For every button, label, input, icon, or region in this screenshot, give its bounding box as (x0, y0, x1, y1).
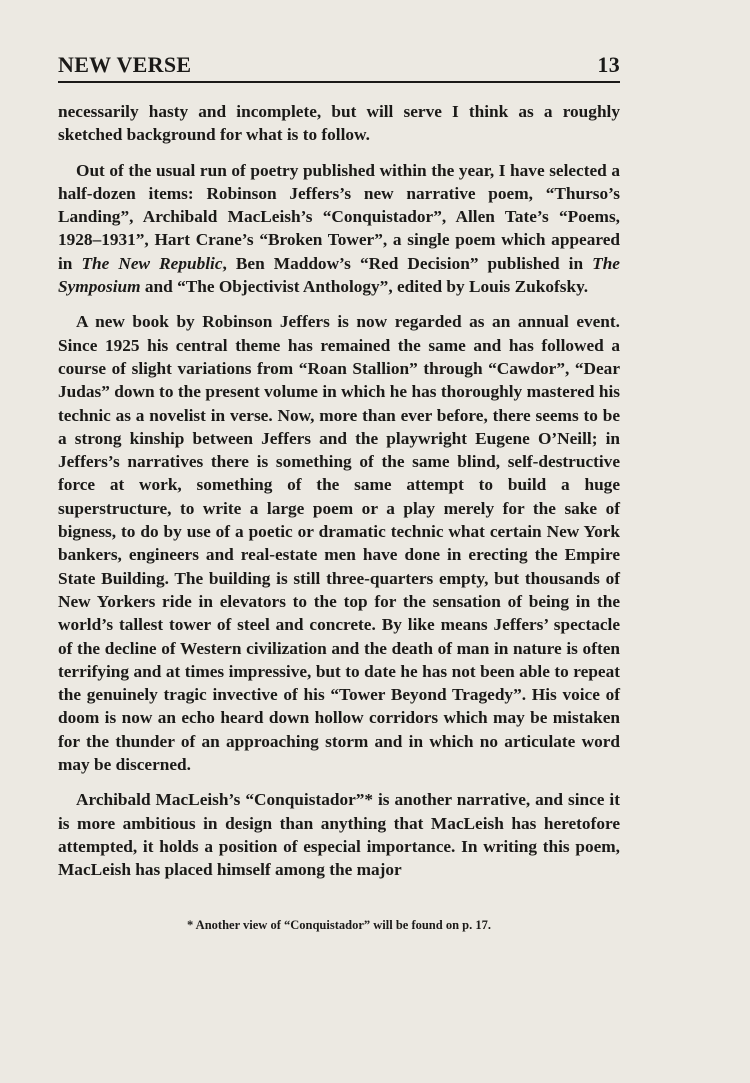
paragraph-1 (58, 100, 620, 147)
italic-title: The Symposium (58, 253, 620, 297)
text-run: and “The Objectivist Anthology”, edited by Louis Zukofsky. (140, 277, 589, 297)
body-text (58, 100, 620, 894)
text-run: A new book by Robinson Jeffers is now regarded as an annual event. Since 1925 his central theme has remained the same and has followed a course of slight variations from “Roan Stallion” through “Cawdor”, “Dear Judas” down to the present volume in which he has thoroughly mastered his technic as a novelist in verse. Now, more than ever before, there seems to be a strong kinship between Jeffers and the playwright Eugene O’Neill; in Jeffers’s narratives there is something of the same blind, self-destructive force at work, something of the same attempt to build a huge superstructure, to write a large poem or a play merely for the sake of bigness, to do by use of a poetic or dramatic technic what certain New York bankers, engineers and real-estate men have done in erecting the Empire State Building. The building is still three-quarters empty, but thousands of New Yorkers ride in elevators to the top for the sensation of being in the world’s tallest tower of steel and concrete. By like means Jeffers’ spectacle of the decline of Western civilization and the death of man in nature is often terrifying and at times impressive, but to date he has not been able to repeat the genuinely tragic invective of his “Tower Beyond Tragedy”. His voice of doom is now an echo heard down hollow corridors which may be mistaken for the thunder of an approaching storm and in which no articulate word may be discerned. (58, 312, 620, 775)
text-run: , Ben Maddow’s “Red Decision” published in (222, 253, 593, 273)
text-run: Archibald MacLeish’s “Conquistador”* is another narrative, and since it is more ambitious in design than anything that MacLeish has heretofore attempted, it holds a position of especial importance. In writing this poem, MacLeish has placed himself among the major (58, 790, 620, 880)
italic-title: The New Republic (81, 253, 223, 273)
text-run: necessarily hasty and incomplete, but will serve I think as a roughly sketched background for what is to follow. (58, 102, 620, 145)
running-title: NEW VERSE (58, 52, 192, 77)
paragraph-3 (58, 310, 620, 776)
paragraph-2 (58, 159, 620, 299)
footnote: * Another view of “Conquistador” will be found on p. 17. (187, 918, 491, 932)
page-number: 13 (597, 52, 620, 77)
paragraph-4 (58, 788, 620, 881)
running-header (58, 52, 620, 83)
text-run: Out of the usual run of poetry published within the year, I have selected a half-dozen items: Robinson Jeffers’s new narrative poem, “Thurso’s Landing”, Archibald MacLeish’s “Conquistador”, Allen Tate’s “Poems, 1928–1931”, Hart Crane’s “Broken Tower”, a single poem which appeared in (58, 160, 620, 273)
